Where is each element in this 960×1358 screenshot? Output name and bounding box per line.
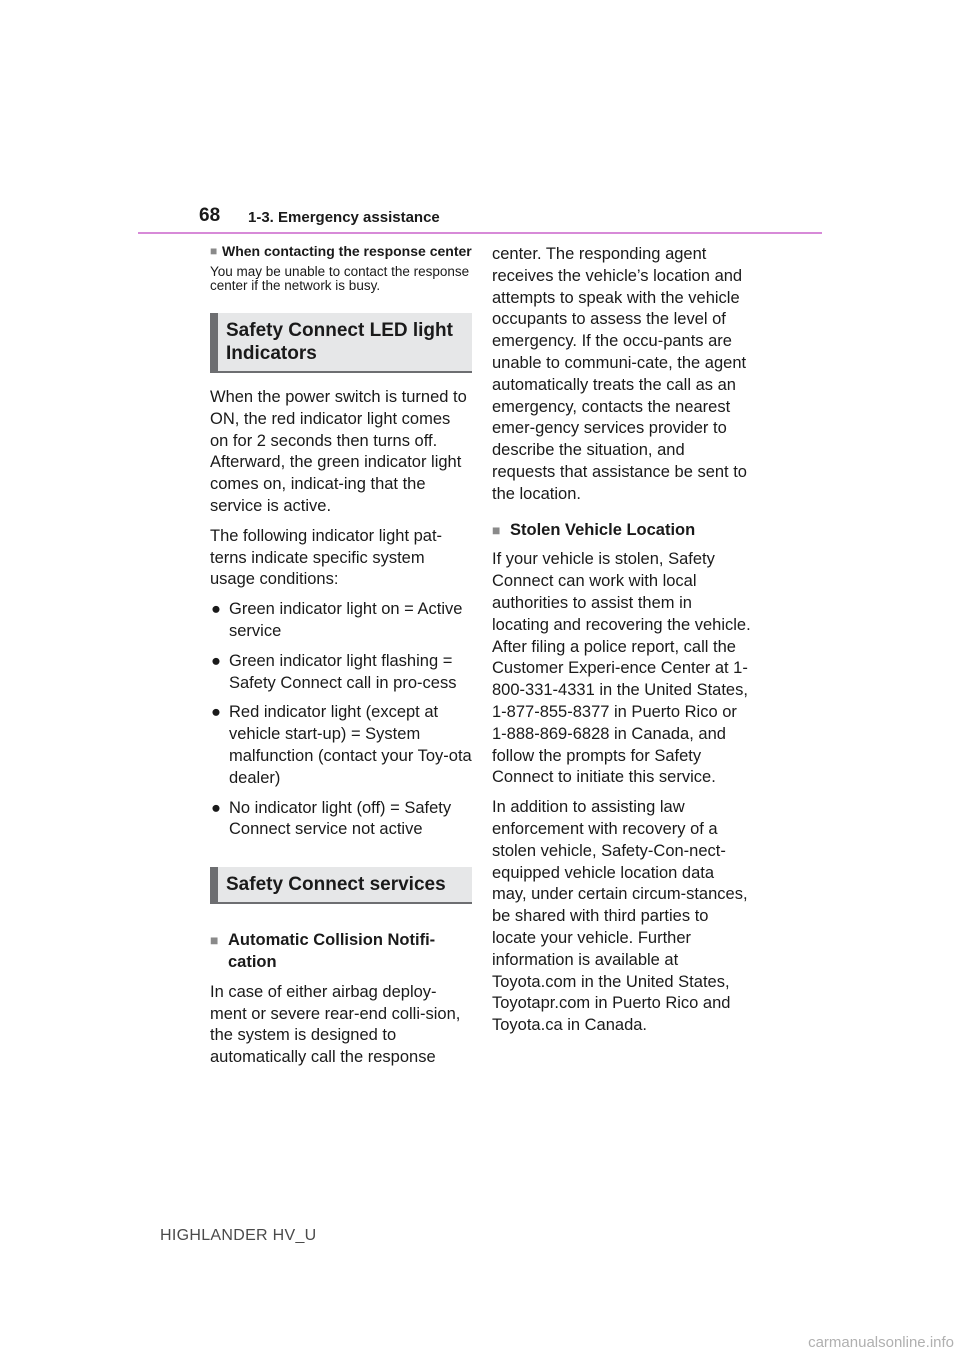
square-bullet-icon: ■ <box>492 521 501 538</box>
square-bullet-icon: ■ <box>210 932 219 949</box>
stolen-vehicle-paragraph: If your vehicle is stolen, Safety Connect can work with local authorities to assist them in locating and recovering the vehicle. After filing a police report, call the Customer Experi-ence Center at 1-800-331-4331 in the United States, 1-877-855-8377 in Puerto Rico or 1-888-869-6828 in Canada, and follow the prompts for Safety Connect to initiate this service. <box>492 550 751 787</box>
bullet-icon: ● <box>211 651 221 670</box>
services-section-title: Safety Connect services <box>226 874 446 896</box>
bullet-icon: ● <box>211 600 221 619</box>
acn-paragraph-continued: center. The responding agent receives the vehicle’s location and attempts to speak with the vehicle occupants to assess the level of emergency. If the occu-pants are unable to communi-cate, the agent automatically treats the call as an emergency, contacts the nearest emer-gency services provider to describe the situation, and requests that assistance be sent to the location. <box>492 245 747 503</box>
page-number: 68 <box>199 205 221 226</box>
footer-model-name: HIGHLANDER HV_U <box>160 1227 317 1244</box>
note-body: You may be unable to contact the response center if the network is busy. <box>210 264 470 293</box>
right-column <box>492 244 752 1045</box>
square-bullet-icon: ■ <box>210 244 218 258</box>
led-bullet-text: Green indicator light on = Active service <box>229 600 463 640</box>
stolen-vehicle-data-paragraph: In addition to assisting law enforcement with recovery of a stolen vehicle, Safety-Con-nect-equipped vehicle location data may, under certain circum-stances, be shared with third parties to locate your vehicle. Further information is available at Toyota.com in the United States, Toyotapr.com in Puerto Rico and Toyota.ca in Canada. <box>492 798 748 1035</box>
acn-heading <box>210 930 472 974</box>
led-bullet-text: Red indicator light (except at vehicle start-up) = System malfunction (contact your Toy-ota dealer) <box>229 703 472 787</box>
left-column <box>210 244 472 1077</box>
acn-paragraph-start: In case of either airbag deploy-ment or severe rear-end colli-sion, the system is designed to automatically call the response <box>210 982 461 1067</box>
led-section-title-line1: Safety Connect LED light <box>226 320 453 341</box>
led-section-title-line2: Indicators <box>226 343 317 364</box>
section-title: 1-3. Emergency assistance <box>248 209 440 226</box>
note-heading-text: When contacting the response center <box>222 243 472 259</box>
led-bullet-item <box>210 651 472 695</box>
site-watermark: carmanualsonline.info <box>808 1334 954 1351</box>
acn-heading-text: Automatic Collision Notifi-cation <box>228 931 436 971</box>
stolen-vehicle-heading <box>492 520 752 542</box>
stolen-vehicle-heading-text: Stolen Vehicle Location <box>510 520 696 539</box>
bullet-icon: ● <box>211 798 221 817</box>
led-bullet-text: Green indicator light flashing = Safety Connect call in pro-cess <box>229 651 457 692</box>
led-bullet-item <box>210 702 472 789</box>
led-bullet-item <box>210 599 472 643</box>
services-section-heading <box>210 867 472 904</box>
led-section-heading <box>210 313 472 373</box>
led-patterns-paragraph: The following indicator light pat-terns indicate specific system usage conditions: <box>210 526 443 589</box>
led-bullet-item <box>210 798 472 842</box>
note-heading <box>210 244 472 259</box>
led-intro-paragraph: When the power switch is turned to ON, the red indicator light comes on for 2 seconds then turns off. Afterward, the green indicator light comes on, indicat-ing that the service is active. <box>210 388 467 515</box>
header-divider <box>138 232 822 234</box>
bullet-icon: ● <box>211 703 221 722</box>
led-bullet-text: No indicator light (off) = Safety Connect service not active <box>229 798 452 839</box>
